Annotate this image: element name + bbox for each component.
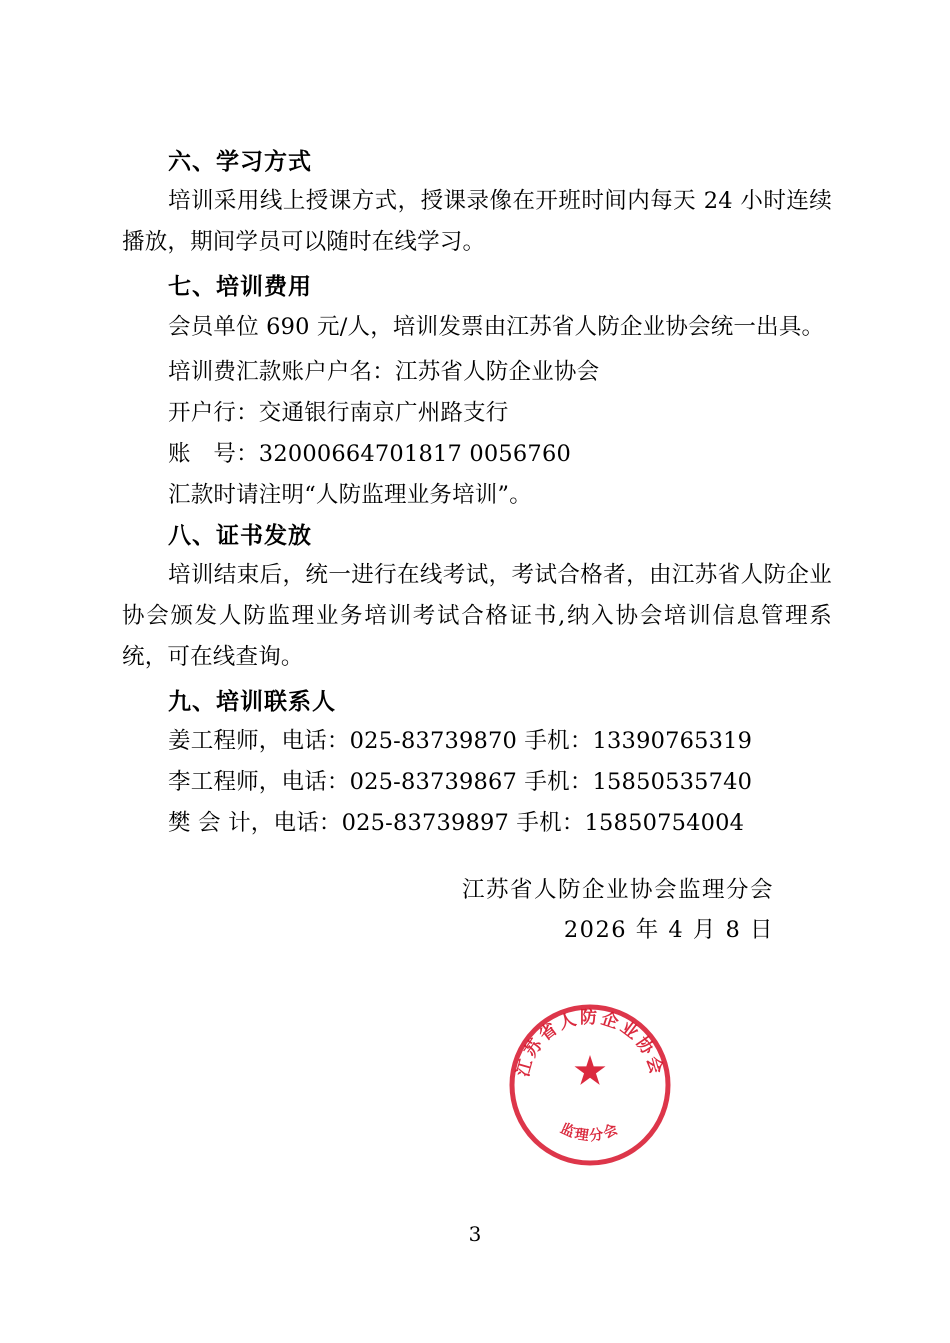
section-heading-8: 八、证书发放 <box>168 522 312 549</box>
contact-line-3: 樊 会 计，电话：025-83739897 手机：15850754004 <box>168 810 745 837</box>
section-8-paragraph: 培训结束后，统一进行在线考试，考试合格者，由江苏省人防企业协会颁发人防监理业务培训考试合格证书,纳入协会培训信息管理系统，可在线查询。 <box>122 561 832 670</box>
section-heading-7: 七、培训费用 <box>168 274 312 301</box>
section-heading-6: 六、学习方式 <box>168 149 312 175</box>
section-7-account-number: 账 号：32000664701817 0056760 <box>168 440 571 467</box>
section-heading-9: 九、培训联系人 <box>168 688 336 715</box>
section-7-bank-branch: 开户行：交通银行南京广州路支行 <box>168 399 509 426</box>
page-number: 3 <box>468 1222 482 1246</box>
document-body <box>122 150 832 950</box>
contact-line-1: 姜工程师，电话：025-83739870 手机：13390765319 <box>168 728 753 755</box>
signature-block <box>122 870 832 950</box>
signature-organization: 江苏省人防企业协会监理分会 <box>461 877 774 904</box>
section-7-account-name: 培训费汇款账户户名：江苏省人防企业协会 <box>168 358 600 385</box>
section-7-remittance-note: 汇款时请注明“人防监理业务培训”。 <box>168 481 532 508</box>
section-6-paragraph: 培训采用线上授课方式，授课录像在开班时间内每天 24 小时连续播放，期间学员可以随时在线学习。 <box>122 188 832 256</box>
svg-text:江苏省人防企业协会: 江苏省人防企业协会 <box>513 1007 667 1080</box>
contact-line-2: 李工程师，电话：025-83739867 手机：15850535740 <box>168 769 753 796</box>
section-7-paragraph: 会员单位 690 元/人，培训发票由江苏省人防企业协会统一出具。 <box>168 313 825 340</box>
svg-text:监理分会: 监理分会 <box>557 1120 623 1145</box>
signature-date: 2026 年 4 月 8 日 <box>563 917 774 944</box>
official-seal-stamp <box>505 1000 675 1170</box>
